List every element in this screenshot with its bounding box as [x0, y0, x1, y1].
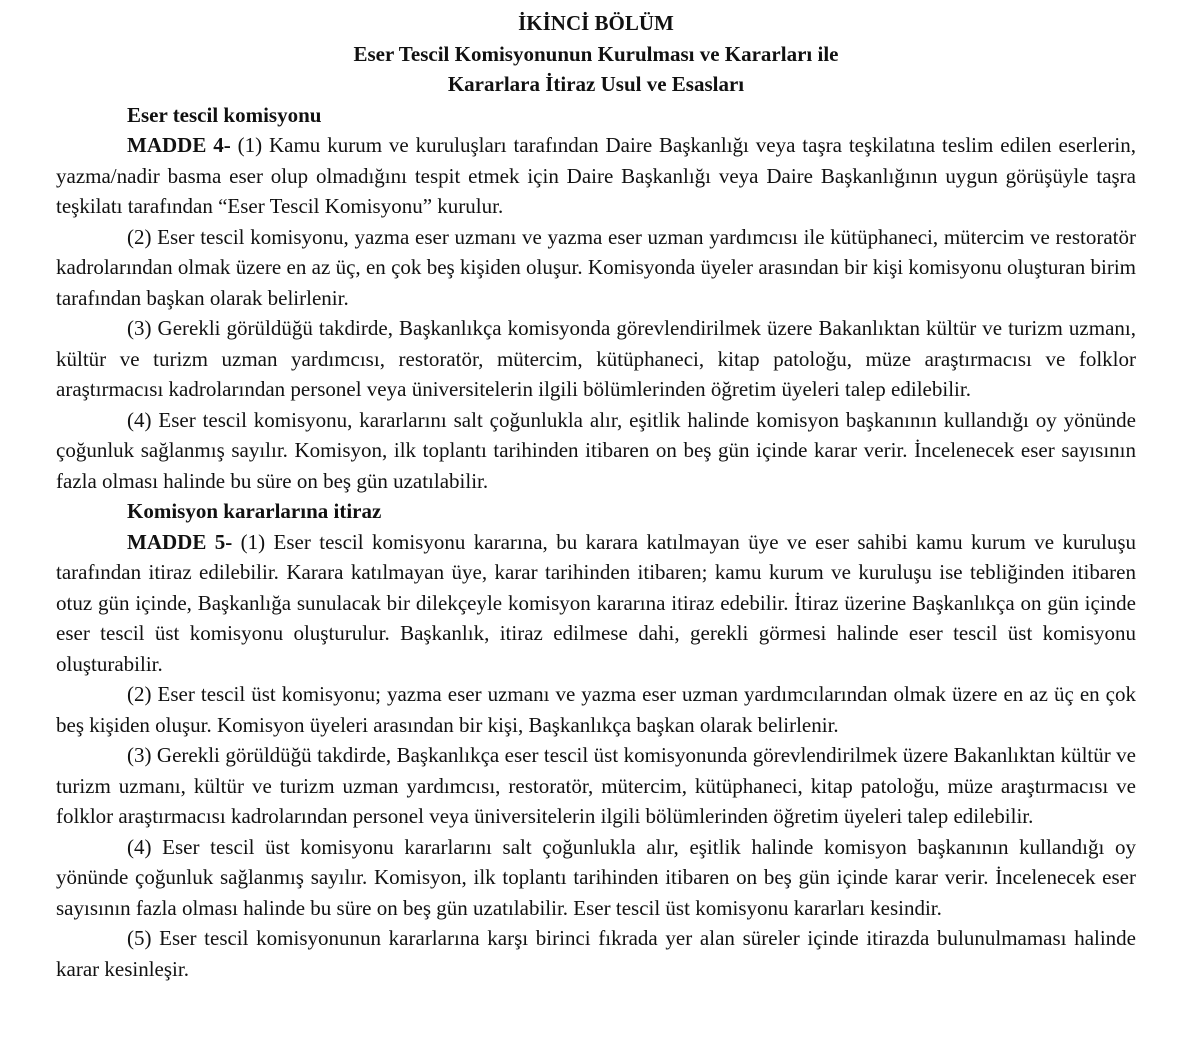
- article4-label: MADDE 4-: [127, 133, 231, 157]
- document-page: [56, 8, 1136, 984]
- article5-heading: Komisyon kararlarına itiraz: [127, 499, 382, 523]
- article4-heading: Eser tescil komisyonu: [127, 102, 322, 127]
- chapter-title: İKİNCİ BÖLÜM: [518, 11, 674, 35]
- article5-paragraph-2: (2) Eser tescil üst komisyonu; yazma eser uzmanı ve yazma eser uzman yardımcılarından olmak üzere en az üç en çok beş kişiden oluşur. Komisyon üyeleri arasından bir kişi, Başkanlıkça başkan olarak belirlenir.: [56, 682, 1136, 737]
- article5-paragraph-4: (4) Eser tescil üst komisyonu kararlarını salt çoğunlukla alır, eşitlik halinde komisyon başkanının kullandığı oy yönünde çoğunluk sağlanmış sayılır. Komisyon, ilk toplantı tarihinden itibaren on beş gün içinde karar verir. İncelenecek eser sayısının fazla olması halinde bu süre on beş gün uzatılabilir. Eser tescil üst komisyonu kararları kesindir.: [56, 834, 1136, 920]
- chapter-subtitle-line2: Kararlara İtiraz Usul ve Esasları: [447, 72, 745, 96]
- chapter-subtitle-line1: Eser Tescil Komisyonunun Kurulması ve Kararları ile: [353, 41, 839, 66]
- article4-paragraph-1: [56, 130, 1136, 222]
- article5-paragraph-5: (5) Eser tescil komisyonunun kararlarına karşı birinci fıkrada yer alan süreler içinde itirazda bulunulmaması halinde karar kesinleşir.: [56, 926, 1136, 981]
- article4-paragraph-1-text: (1) Kamu kurum ve kuruluşları tarafından Daire Başkanlığı veya taşra teşkilatına teslim edilen eserlerin, yazma/nadir basma eser olup olmadığını tespit etmek için Daire Başkanlığı veya Daire Başkanlığının uygun görüşüyle taşra teşkilatı tarafından “Eser Tescil Komisyonu” kurulur.: [56, 133, 1136, 218]
- article5-paragraph-1-text: (1) Eser tescil komisyonu kararına, bu karara katılmayan üye ve eser sahibi kamu kurum ve kuruluşu tarafından itiraz edilebilir. Karara katılmayan üye, karar tarihinden itibaren; kamu kurum ve kuruluşu ise tebliğinden itibaren otuz gün içinde, Başkanlığa sunulacak bir dilekçeyle komisyon kararına itiraz edebilir. İtiraz üzerine Başkanlıkça on gün içinde eser tescil üst komisyonu oluşturulur. Başkanlık, itiraz edilmese dahi, gerekli görmesi halinde eser tescil üst komisyonu oluşturabilir.: [56, 529, 1136, 676]
- article4-paragraph-2: (2) Eser tescil komisyonu, yazma eser uzmanı ve yazma eser uzman yardımcısı ile kütüphaneci, mütercim ve restoratör kadrolarından olmak üzere en az üç, en çok beş kişiden oluşur. Komisyonda üyeler arasından bir kişi komisyonu oluşturan birim tarafından başkan olarak belirlenir.: [56, 224, 1136, 310]
- article4-paragraph-4: (4) Eser tescil komisyonu, kararlarını salt çoğunlukla alır, eşitlik halinde komisyon başkanının kullandığı oy yönünde çoğunluk sağlanmış sayılır. Komisyon, ilk toplantı tarihinden itibaren on beş gün içinde karar verir. İncelenecek eser sayısının fazla olması halinde bu süre on beş gün uzatılabilir.: [56, 407, 1136, 493]
- article5-label: MADDE 5-: [127, 529, 233, 554]
- article4-paragraph-3: (3) Gerekli görüldüğü takdirde, Başkanlıkça komisyonda görevlendirilmek üzere Bakanlıktan kültür ve turizm uzmanı, kültür ve turizm uzman yardımcısı, restoratör, mütercim, kütüphaneci, kitap patoloğu, müze araştırmacısı ve folklor araştırmacısı kadrolarından personel veya üniversitelerin ilgili bölümlerinden öğretim üyeleri talep edilebilir.: [56, 316, 1136, 401]
- article5-paragraph-1: [56, 527, 1136, 680]
- article5-paragraph-3: (3) Gerekli görüldüğü takdirde, Başkanlıkça eser tescil üst komisyonunda görevlendirilmek üzere Bakanlıktan kültür ve turizm uzmanı, kültür ve turizm uzman yardımcısı, restoratör, mütercim, kütüphaneci, kitap patoloğu, müze araştırmacısı ve folklor araştırmacısı kadrolarından personel veya üniversitelerin ilgili bölümlerinden öğretim üyeleri talep edilebilir.: [56, 743, 1136, 828]
